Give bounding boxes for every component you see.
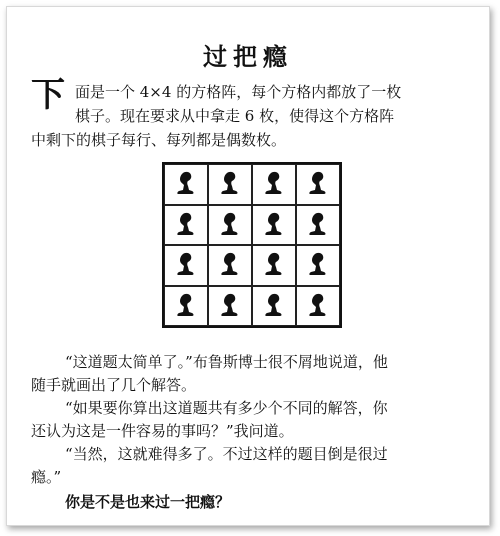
document-frame xyxy=(6,6,490,526)
chess-piece-icon xyxy=(306,170,330,198)
grid-cell xyxy=(208,245,252,286)
chess-piece-icon xyxy=(262,170,286,198)
chess-piece-icon xyxy=(262,251,286,279)
grid-cell xyxy=(208,286,252,327)
intro-line-2: 棋子。现在要求从中拿走 6 枚，使得这个方格阵 xyxy=(75,107,395,125)
chess-piece-icon xyxy=(306,292,330,320)
chess-piece-icon xyxy=(306,211,330,239)
grid-cell xyxy=(252,286,296,327)
grid-cell xyxy=(208,205,252,246)
chess-piece-icon xyxy=(174,170,198,198)
intro-line-3: 中剩下的棋子每行、每列都是偶数枚。 xyxy=(31,131,287,149)
dialogue-line-2: 随手就画出了几个解答。 xyxy=(31,376,197,394)
chess-piece-icon xyxy=(174,251,198,279)
dialogue-line-1: “这道题太简单了。”布鲁斯博士很不屑地说道，他 xyxy=(65,353,388,371)
closing-question: 你是不是也来过一把瘾？ xyxy=(65,493,231,511)
chess-piece-icon xyxy=(218,251,242,279)
chess-piece-icon xyxy=(218,211,242,239)
chess-grid xyxy=(162,162,342,328)
chess-piece-icon xyxy=(306,251,330,279)
dialogue-line-3: “如果要你算出这道题共有多少个不同的解答，你 xyxy=(65,399,388,417)
chess-piece-icon xyxy=(174,211,198,239)
chess-piece-icon xyxy=(218,292,242,320)
intro-line-1: 面是一个 4×4 的方格阵，每个方格内都放了一枚 xyxy=(75,83,402,101)
grid-cell xyxy=(252,164,296,205)
dialogue-line-5: “当然，这就难得多了。不过这样的题目倒是很过 xyxy=(65,445,388,463)
page-title: 过把瘾 xyxy=(203,43,293,71)
grid-cell xyxy=(252,245,296,286)
dialogue-line-4: 还认为这是一件容易的事吗？”我问道。 xyxy=(31,422,294,440)
chess-piece-icon xyxy=(262,211,286,239)
chess-piece-icon xyxy=(262,292,286,320)
grid-cell xyxy=(164,164,208,205)
grid-cell xyxy=(164,205,208,246)
dropcap-letter: 下 xyxy=(31,75,65,115)
grid-cell xyxy=(296,164,340,205)
grid-cell xyxy=(164,245,208,286)
grid-cell xyxy=(208,164,252,205)
grid-cell xyxy=(296,286,340,327)
grid-cell xyxy=(164,286,208,327)
dialogue-line-6: 瘾。” xyxy=(31,468,62,486)
chess-piece-icon xyxy=(218,170,242,198)
chess-piece-icon xyxy=(174,292,198,320)
grid-cell xyxy=(296,245,340,286)
grid-cell xyxy=(252,205,296,246)
grid-cell xyxy=(296,205,340,246)
